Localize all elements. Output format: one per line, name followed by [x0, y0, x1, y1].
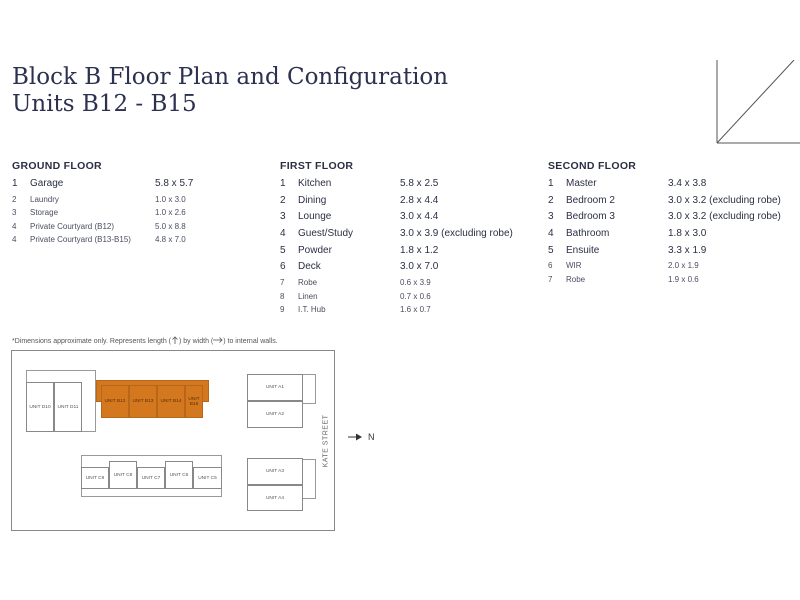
note-text-start: *Dimensions approximate only. Represents length ( — [12, 338, 172, 345]
first-floor-heading: FIRST FLOOR — [280, 160, 354, 172]
room-name: Linen — [298, 291, 318, 301]
room-dimensions: 1.8 x 3.0 — [668, 228, 707, 240]
room-name: Dining — [298, 194, 327, 206]
room-number: 3 — [548, 211, 554, 223]
page-title — [12, 64, 448, 118]
ground-floor-heading: GROUND FLOOR — [12, 160, 102, 172]
unit-b13: UNIT B13 — [129, 385, 157, 418]
unit-b14: UNIT B14 — [157, 385, 185, 418]
ground-floor-list — [12, 178, 272, 249]
unit-a3: UNIT A3 — [247, 458, 303, 485]
unit-c6: UNIT C6 — [165, 461, 193, 489]
room-number: 3 — [12, 208, 17, 218]
room-row — [548, 245, 800, 262]
room-number: 4 — [548, 228, 554, 240]
room-row — [280, 245, 540, 262]
room-name: Ensuite — [566, 244, 600, 256]
room-name: Bathroom — [566, 228, 610, 240]
room-row — [548, 178, 800, 195]
arrow-up-icon — [171, 336, 179, 344]
note-text-end: ) to internal walls. — [223, 338, 278, 345]
second-floor-heading: SECOND FLOOR — [548, 160, 637, 172]
room-dimensions: 1.6 x 0.7 — [400, 305, 431, 315]
room-row — [280, 195, 540, 212]
room-name: I.T. Hub — [298, 305, 326, 315]
room-row — [548, 228, 800, 245]
note-text-middle: ) by width ( — [179, 338, 214, 345]
room-number: 4 — [280, 228, 286, 240]
room-number: 4 — [12, 221, 17, 231]
room-number: 6 — [548, 261, 553, 271]
room-name: Laundry — [30, 194, 59, 204]
room-row — [280, 278, 540, 292]
room-number: 2 — [12, 194, 17, 204]
room-row — [12, 195, 272, 209]
second-floor-section — [548, 160, 800, 288]
room-dimensions: 1.0 x 2.6 — [155, 208, 186, 218]
unit-b15: UNIT B15 — [185, 385, 203, 418]
room-number: 4 — [12, 235, 17, 245]
room-number: 3 — [280, 211, 286, 223]
room-dimensions: 1.9 x 0.6 — [668, 274, 699, 284]
room-number: 1 — [280, 178, 286, 189]
room-number: 2 — [548, 194, 554, 206]
room-number: 1 — [12, 178, 18, 189]
ground-floor-section — [12, 160, 272, 249]
unit-d10: UNIT D10 — [26, 382, 54, 432]
room-dimensions: 3.0 x 3.9 (excluding robe) — [400, 228, 513, 240]
room-row — [280, 178, 540, 195]
room-row — [548, 261, 800, 275]
arrow-right-icon — [213, 336, 223, 344]
block-a-courtyard-lower — [302, 459, 316, 499]
room-number: 7 — [548, 274, 553, 284]
room-name: WIR — [566, 261, 582, 271]
room-number: 9 — [280, 305, 285, 315]
room-number: 6 — [280, 261, 286, 273]
room-name: Storage — [30, 208, 59, 218]
title-line-2: Units B12 - B15 — [12, 91, 197, 117]
room-name: Private Courtyard (B12) — [30, 221, 115, 231]
second-floor-list — [548, 178, 800, 288]
room-row — [280, 211, 540, 228]
room-row — [280, 261, 540, 278]
room-name: Kitchen — [298, 178, 332, 189]
unit-d11: UNIT D11 — [54, 382, 82, 432]
first-floor-section — [280, 160, 540, 319]
room-name: Garage — [30, 178, 64, 189]
room-name: Deck — [298, 261, 321, 273]
unit-b12: UNIT B12 — [101, 385, 129, 418]
room-row — [280, 292, 540, 306]
site-plan — [11, 350, 335, 531]
room-row — [12, 208, 272, 222]
room-name: Private Courtyard (B13-B15) — [30, 235, 131, 245]
room-dimensions: 3.4 x 3.8 — [668, 178, 707, 189]
title-line-1: Block B Floor Plan and Configuration — [12, 64, 449, 90]
room-row — [280, 228, 540, 245]
room-dimensions: 5.0 x 8.8 — [155, 221, 186, 231]
north-arrow-icon — [348, 433, 362, 441]
room-dimensions: 3.0 x 4.4 — [400, 211, 439, 223]
room-name: Master — [566, 178, 597, 189]
north-label: N — [368, 432, 375, 442]
street-label: KATE STREET — [322, 414, 330, 468]
room-number: 7 — [280, 278, 285, 288]
room-number: 1 — [548, 178, 554, 189]
room-dimensions: 3.0 x 7.0 — [400, 261, 439, 273]
room-dimensions: 4.8 x 7.0 — [155, 235, 186, 245]
room-row — [280, 305, 540, 319]
room-dimensions: 3.0 x 3.2 (excluding robe) — [668, 211, 781, 223]
room-dimensions: 5.8 x 5.7 — [155, 178, 194, 189]
room-dimensions: 3.3 x 1.9 — [668, 244, 707, 256]
room-row — [12, 178, 272, 195]
dimensions-note — [12, 336, 278, 345]
room-dimensions: 0.6 x 3.9 — [400, 278, 431, 288]
room-dimensions: 1.0 x 3.0 — [155, 194, 186, 204]
unit-c9: UNIT C9 — [81, 467, 109, 489]
room-dimensions: 5.8 x 2.5 — [400, 178, 439, 189]
block-a-courtyard-upper — [302, 374, 316, 404]
unit-c8: UNIT C8 — [109, 461, 137, 489]
room-name: Robe — [566, 274, 586, 284]
room-name: Powder — [298, 244, 332, 256]
north-indicator — [348, 432, 375, 442]
room-dimensions: 1.8 x 1.2 — [400, 244, 439, 256]
room-row — [548, 275, 800, 289]
room-name: Bedroom 2 — [566, 194, 615, 206]
first-floor-list — [280, 178, 540, 319]
room-name: Guest/Study — [298, 228, 354, 240]
room-name: Lounge — [298, 211, 332, 223]
unit-a1: UNIT A1 — [247, 374, 303, 401]
room-name: Bedroom 3 — [566, 211, 615, 223]
unit-c7: UNIT C7 — [137, 467, 165, 489]
unit-a4: UNIT A4 — [247, 485, 303, 511]
room-row — [12, 222, 272, 236]
room-row — [548, 195, 800, 212]
room-dimensions: 2.0 x 1.9 — [668, 261, 699, 271]
unit-c5: UNIT C5 — [193, 467, 222, 489]
room-name: Robe — [298, 278, 318, 288]
room-number: 5 — [548, 244, 554, 256]
corner-diagonal-mark — [716, 60, 800, 144]
room-dimensions: 0.7 x 0.6 — [400, 291, 431, 301]
room-row — [12, 235, 272, 249]
room-number: 8 — [280, 291, 285, 301]
unit-a2: UNIT A2 — [247, 401, 303, 428]
room-number: 2 — [280, 194, 286, 206]
room-dimensions: 3.0 x 3.2 (excluding robe) — [668, 194, 781, 206]
room-dimensions: 2.8 x 4.4 — [400, 194, 439, 206]
room-row — [548, 211, 800, 228]
room-number: 5 — [280, 244, 286, 256]
